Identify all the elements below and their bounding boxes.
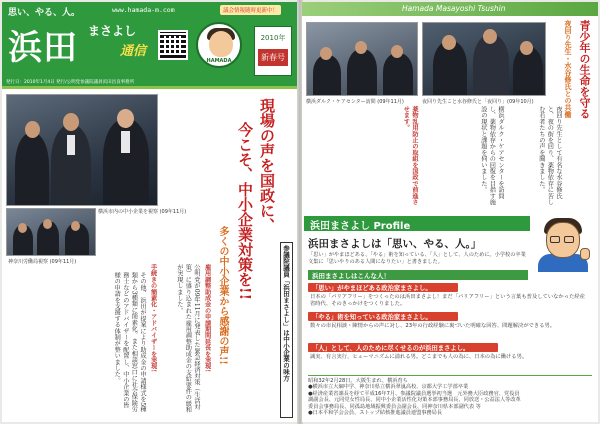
photo-caption-1: 横浜ダルク・ケアセンター訪問 (09年11月) bbox=[306, 99, 404, 105]
mascot-logo bbox=[196, 22, 242, 68]
bio-line: 委員会事務局長、同孤島地域振興委員会副会長、同神奈川県本部副代表 等 bbox=[308, 403, 481, 410]
issue-box bbox=[254, 26, 292, 76]
profile-section-title: 浜田まさよしはこんな人！ bbox=[312, 272, 390, 280]
name-kana: まさよし bbox=[88, 24, 137, 38]
photo-darc-visit bbox=[306, 22, 418, 96]
feature-body-1: 夜回り先生として有名な水谷修氏と、夜の街を回り、薬物依存に苦しむ若者たちの声を聞きました。 bbox=[537, 106, 562, 206]
publisher-line: 発行日：2010年1月4日 発行/公明党参議院議員浜田昌良事務所 bbox=[6, 80, 135, 85]
small-photo bbox=[6, 208, 96, 256]
biography bbox=[308, 375, 592, 416]
feature-headline: 青少年の生命を守る bbox=[578, 20, 591, 119]
body-heading-1: 雇用調整助成金の申請期間延長を実現! bbox=[203, 264, 211, 373]
glasses-icon bbox=[550, 236, 560, 243]
bio-line: 昭和32年2月28日、大阪生まれ、横浜育ち bbox=[308, 378, 408, 384]
headline-line-2: 今こそ、中小企業対策を!! bbox=[236, 122, 254, 301]
tsushin-label: 通信 bbox=[120, 44, 147, 59]
point-2-label: 「やる」術を知っている政治家まさよし。 bbox=[308, 312, 458, 321]
point-1-text: 日本の「バリアフリー」をつくったのは浜田まさよし！まだ「バリアフリー」という言葉も普及していなかった経産省時代、そのきっかけをつくりました。 bbox=[310, 294, 585, 307]
profile-title: 浜田まさよし Profile bbox=[310, 221, 411, 232]
body-heading-2: 手続きの簡素化・アドバイザーを実現! bbox=[149, 264, 157, 373]
profile-tagline: 浜田まさよしは「思い、やる、人。」 bbox=[308, 238, 482, 250]
small-photo-caption: 神奈川労働局視察 (09年11月) bbox=[8, 259, 77, 265]
point-2-text: 数々の市民相談・陳情からの声に対し、23年の行政経験に裏づいた明確な回答、問題解決ができる男。 bbox=[310, 323, 556, 329]
feature-body-extra bbox=[308, 106, 396, 210]
divider bbox=[2, 86, 298, 89]
mascot-face-icon bbox=[209, 31, 233, 57]
thumbs-up-icon bbox=[580, 248, 590, 260]
issue-year: 2010年 bbox=[260, 34, 286, 42]
point-3-label: 「人」として、人のために尽くせるのが浜田まさよし。 bbox=[308, 343, 498, 352]
mascot-label: HAMADA bbox=[206, 58, 232, 64]
issue-number: 新春号 bbox=[258, 49, 288, 66]
cartoon-portrait bbox=[534, 214, 596, 272]
page-header-title: Hamada Masayoshi Tsushin bbox=[402, 4, 506, 13]
photo-caption-2: 夜回り先生こと水谷修氏と「夜回り」(09年10月) bbox=[422, 99, 534, 105]
point-3-text: 誠実、有言実行、ヒューマニズムに溢れる男。どこまでも人の為に、日本の為に働ける男。 bbox=[310, 354, 528, 360]
newsletter-name: 浜田 bbox=[8, 28, 78, 68]
main-photo-caption: 横浜市内の中小企業を視察 (09年11月) bbox=[98, 209, 187, 215]
website-url[interactable]: www.hamada-m.com bbox=[112, 6, 175, 14]
slogan: 思い、やる、人。 bbox=[8, 8, 81, 18]
body-paragraph-2: その他、浜田が提案により助成金の申請様式を5種類から3種類に簡素化。また相談窓口に社会保険労務士などのアドバイザーを配置し、中小企業の皆様の申請を支援する体制が整いました。 bbox=[113, 272, 146, 413]
page-header bbox=[302, 2, 598, 16]
profile-lead: 「思い」がやまほどある、「やる」術を知っている、「人」として、人のために。小学校の卒業文集に「思いやりのある人間になりたい」と書きました。 bbox=[308, 252, 526, 265]
inner-page bbox=[302, 2, 598, 422]
point-1-label: 「思い」がやまほどある政治家まさよし。 bbox=[308, 283, 458, 292]
photo-night-patrol bbox=[422, 22, 546, 96]
kicker-box: 参議院議員「浜田まさよし」は中小企業の味方 bbox=[280, 242, 293, 418]
main-photo bbox=[6, 94, 158, 206]
headline-line-1: 現場の声を国政に、 bbox=[258, 98, 276, 233]
bio-line: ●経済産業省課長を経て平成16年7月、参議院議員選挙初当選 元外務大臣政務官、党役員 bbox=[308, 390, 520, 397]
feature-body-3: 薬物乱用防止の取組を国政で前進させます。 bbox=[402, 106, 418, 206]
front-page bbox=[2, 2, 298, 422]
qr-code-icon bbox=[158, 30, 188, 60]
feature-body-2: 横浜ダルク・ケアセンターを訪問し、薬物依存からの回復を目指す施設の現状と課題を伺いました。 bbox=[479, 106, 504, 206]
profile-header bbox=[304, 216, 530, 231]
bio-line: 調副会長、元同党女性局長、同中小企業活性化対策本部事務局長、同放送・公益法人等改革 bbox=[308, 397, 521, 404]
bio-line: ●横浜市立大綱中学、神奈川県立横浜翠嵐高校、京都大学工学部卒業 bbox=[308, 384, 469, 391]
bio-line: ●日本平和学会会員、ストップ結核推進議員連盟事務局長 bbox=[308, 410, 443, 417]
feature-subheadline: 夜回り先生・水谷修氏との共働 bbox=[564, 20, 573, 118]
sub-headline: 多くの中小企業から感謝の声!! bbox=[217, 226, 228, 365]
body-paragraph-1: 公明党が09年11月に発表した緊急経済対策（生活対策）に盛り込まれた雇用調整助成金の支給要件の緩和が実現しました。 bbox=[175, 264, 200, 413]
masthead bbox=[2, 2, 298, 86]
profile-section-bar bbox=[308, 270, 528, 280]
update-badge: 議会情報随時更新中！ bbox=[220, 5, 281, 15]
